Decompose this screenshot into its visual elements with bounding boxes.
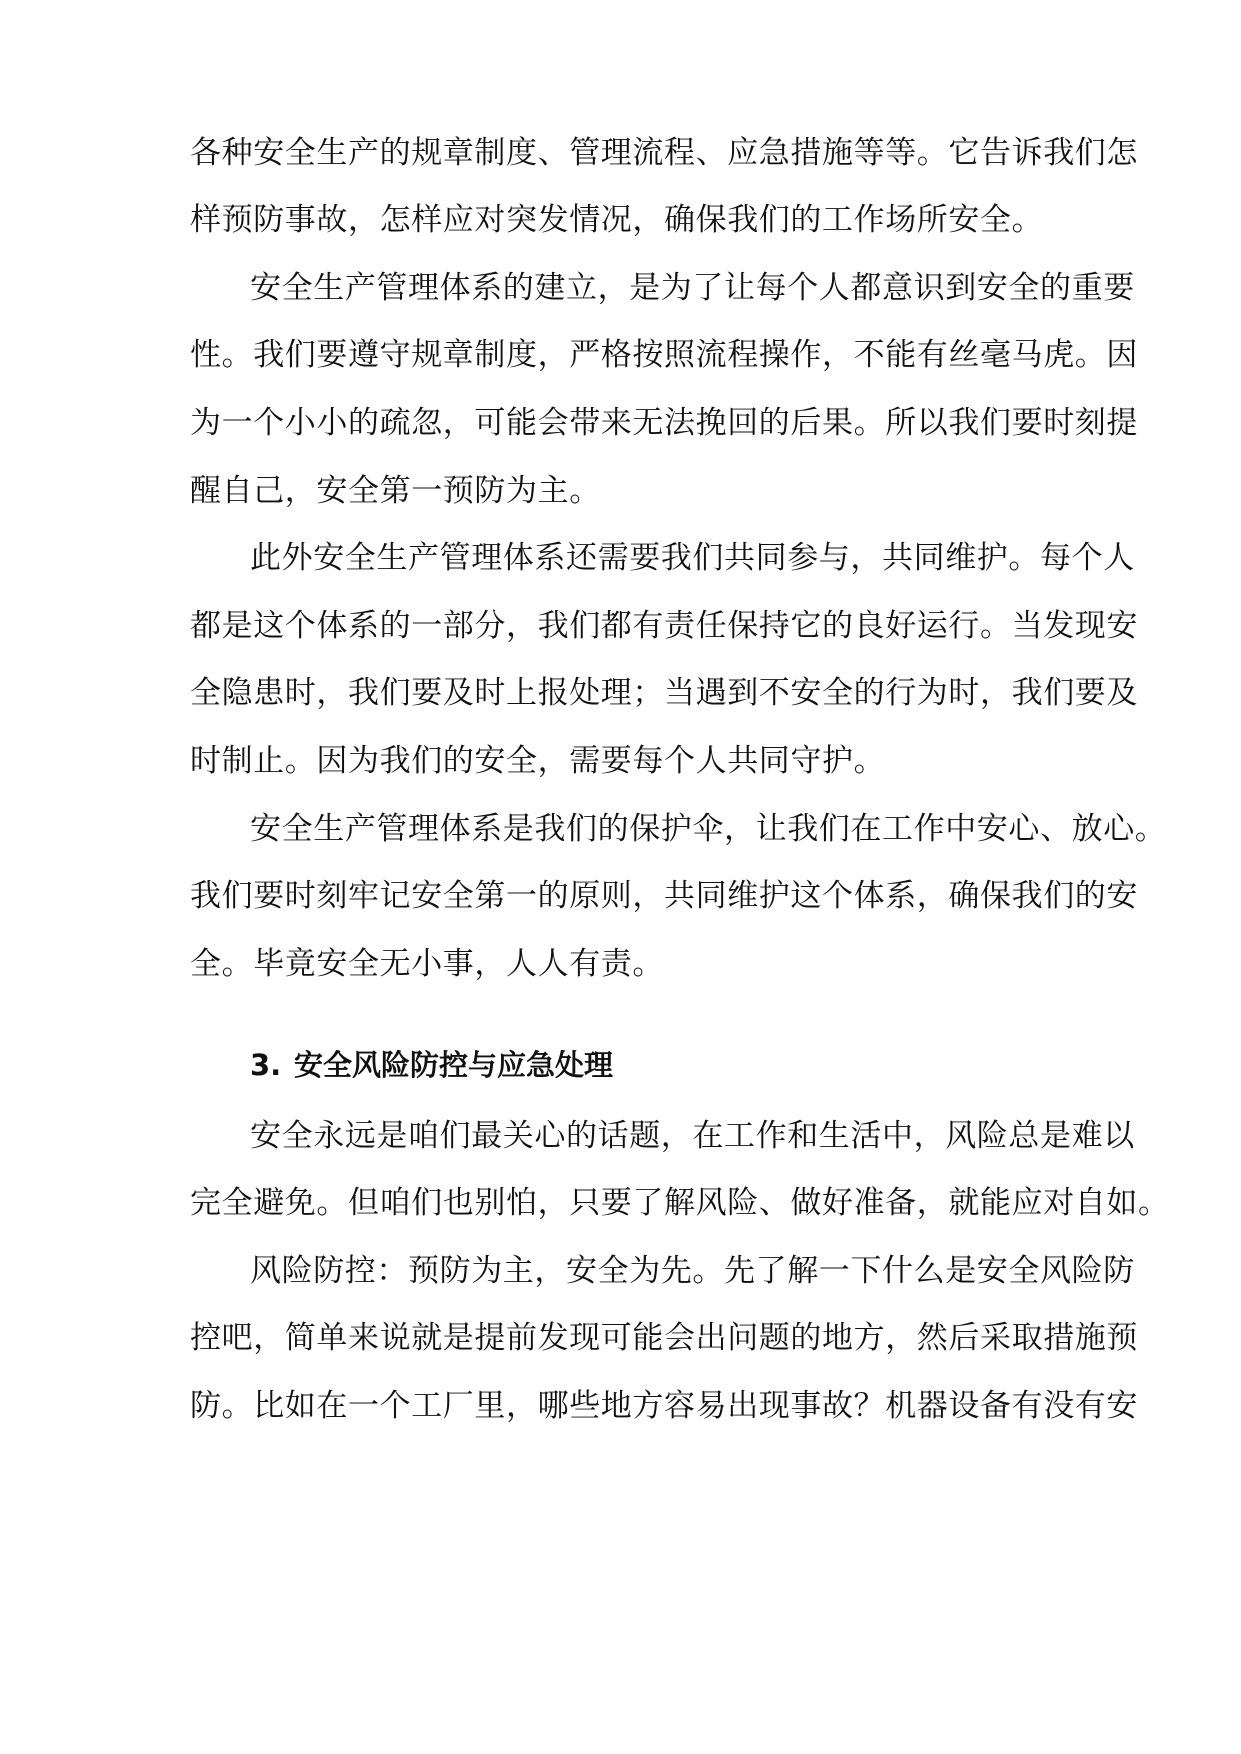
paragraph-line: 为一个小小的疏忽，可能会带来无法挽回的后果。所以我们要时刻提 [190, 405, 1138, 441]
paragraph-line: 全。毕竟安全无小事，人人有责。 [190, 946, 664, 982]
section-title: 安全风险防控与应急处理 [294, 1048, 614, 1082]
paragraph-line: 安全生产管理体系是我们的保护伞，让我们在工作中安心、放心。 [250, 811, 1167, 847]
paragraph-line: 各种安全生产的规章制度、管理流程、应急措施等等。它告诉我们怎 [190, 135, 1138, 171]
paragraph-line: 性。我们要遵守规章制度，严格按照流程操作，不能有丝毫马虎。因 [190, 337, 1138, 373]
paragraph-line: 风险防控：预防为主，安全为先。先了解一下什么是安全风险防 [250, 1253, 1135, 1289]
paragraph-line: 控吧，简单来说就是提前发现可能会出问题的地方，然后采取措施预 [190, 1320, 1138, 1356]
section-number: 3. [250, 1048, 282, 1082]
paragraph-line: 都是这个体系的一部分，我们都有责任保持它的良好运行。当发现安 [190, 608, 1138, 644]
paragraph-line: 醒自己，安全第一预防为主。 [190, 473, 601, 509]
paragraph-line: 完全避免。但咱们也别怕，只要了解风险、做好准备，就能应对自如。 [190, 1185, 1170, 1221]
paragraph-line: 安全生产管理体系的建立，是为了让每个人都意识到安全的重要 [250, 270, 1135, 306]
paragraph-line: 时制止。因为我们的安全，需要每个人共同守护。 [190, 743, 886, 779]
paragraph-line: 我们要时刻牢记安全第一的原则，共同维护这个体系，确保我们的安 [190, 878, 1138, 914]
paragraph-line: 全隐患时，我们要及时上报处理；当遇到不安全的行为时，我们要及 [190, 675, 1138, 711]
paragraph-line: 防。比如在一个工厂里，哪些地方容易出现事故？机器设备有没有安 [190, 1388, 1138, 1424]
paragraph-line: 样预防事故，怎样应对突发情况，确保我们的工作场所安全。 [190, 202, 1044, 238]
paragraph-line: 安全永远是咱们最关心的话题，在工作和生活中，风险总是难以 [250, 1118, 1135, 1154]
paragraph-line: 此外安全生产管理体系还需要我们共同参与，共同维护。每个人 [250, 540, 1135, 576]
section-heading [250, 1045, 613, 1085]
